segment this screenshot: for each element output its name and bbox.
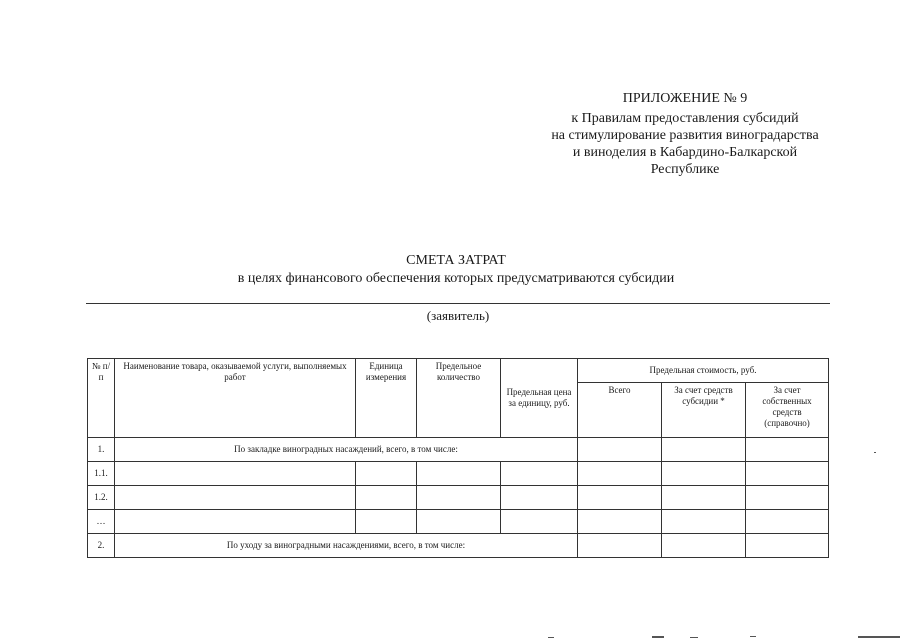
cell-qty xyxy=(417,486,501,510)
row-label: По уходу за виноградными насаждениями, всего, в том числе: xyxy=(115,534,578,558)
cell-total xyxy=(578,486,662,510)
cell-total xyxy=(578,462,662,486)
row-num: 1.2. xyxy=(88,486,115,510)
cell-name xyxy=(115,462,356,486)
table-row xyxy=(88,462,829,486)
row-num: … xyxy=(88,510,115,534)
cell-own xyxy=(746,462,829,486)
cell-name xyxy=(115,486,356,510)
scan-speck xyxy=(652,636,664,638)
appendix-title: ПРИЛОЖЕНИЕ № 9 xyxy=(622,91,748,106)
applicant-fill-line xyxy=(86,303,830,304)
header-own: За счет собственных средств (справочно) xyxy=(746,383,829,438)
scan-speck xyxy=(690,637,698,638)
cell-unit xyxy=(356,462,417,486)
scan-speck xyxy=(858,636,900,638)
scan-speck xyxy=(874,452,876,453)
cell-qty xyxy=(417,462,501,486)
cell-total xyxy=(578,534,662,558)
cell-subsidy xyxy=(662,510,746,534)
applicant-caption: (заявитель) xyxy=(426,308,490,323)
cell-own xyxy=(746,486,829,510)
header-price: Предельная цена за единицу, руб. xyxy=(501,359,578,438)
header-unit: Единица измерения xyxy=(356,359,417,438)
header-num: № п/п xyxy=(88,359,115,438)
appendix-line: и виноделия в Кабардино-Балкарской xyxy=(572,145,798,160)
table-row xyxy=(88,534,829,558)
cell-subsidy xyxy=(662,462,746,486)
cell-qty xyxy=(417,510,501,534)
estimate-title: СМЕТА ЗАТРАТ xyxy=(406,253,506,268)
cell-total xyxy=(578,438,662,462)
scan-speck xyxy=(548,637,554,638)
cell-subsidy xyxy=(662,438,746,462)
scan-speck xyxy=(750,636,756,637)
appendix-line: на стимулирование развития виноградарства xyxy=(551,128,819,143)
cell-price xyxy=(501,462,578,486)
cell-own xyxy=(746,438,829,462)
row-num: 2. xyxy=(88,534,115,558)
table-row xyxy=(88,510,829,534)
cell-total xyxy=(578,510,662,534)
table-row xyxy=(88,486,829,510)
estimate-subtitle: в целях финансового обеспечения которых предусматриваются субсидии xyxy=(237,271,675,286)
cell-price xyxy=(501,486,578,510)
row-label: По закладке виноградных насаждений, всего, в том числе: xyxy=(115,438,578,462)
cost-estimate-table xyxy=(87,358,829,558)
estimate-heading xyxy=(0,252,905,288)
appendix-line: Республике xyxy=(650,162,720,177)
cell-own xyxy=(746,510,829,534)
header-cost-group: Предельная стоимость, руб. xyxy=(578,359,829,383)
cell-subsidy xyxy=(662,534,746,558)
header-qty: Предельное количество xyxy=(417,359,501,438)
cell-price xyxy=(501,510,578,534)
appendix-line: к Правилам предоставления субсидий xyxy=(571,111,799,126)
header-name: Наименование товара, оказываемой услуги, выполняемых работ xyxy=(115,359,356,438)
header-subsidy: За счет средств субсидии * xyxy=(662,383,746,438)
cell-own xyxy=(746,534,829,558)
table-header-row xyxy=(88,359,829,383)
cell-subsidy xyxy=(662,486,746,510)
cell-unit xyxy=(356,510,417,534)
row-num: 1.1. xyxy=(88,462,115,486)
row-num: 1. xyxy=(88,438,115,462)
cell-unit xyxy=(356,486,417,510)
table-row xyxy=(88,438,829,462)
cell-name xyxy=(115,510,356,534)
header-total: Всего xyxy=(578,383,662,438)
appendix-block xyxy=(520,90,850,178)
